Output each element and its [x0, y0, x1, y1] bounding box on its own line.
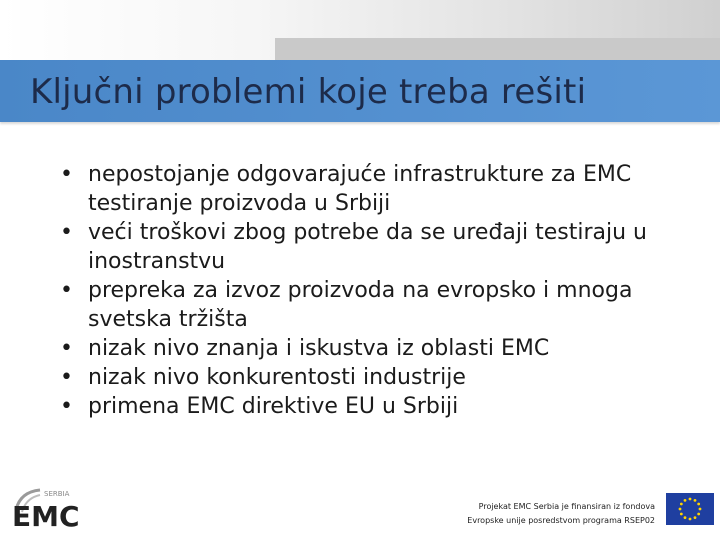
eu-star-icon — [699, 508, 702, 511]
bullet-icon: • — [60, 365, 73, 390]
funding-line-2: Evropske unije posredstvom programa RSEP02 — [467, 516, 655, 525]
logo-emc-text: EMC — [12, 500, 80, 532]
bullet-icon: • — [60, 220, 73, 245]
bullet-text: nizak nivo znanja i iskustva iz oblasti EMC — [88, 336, 550, 361]
eu-star-icon — [697, 503, 700, 506]
funding-line-1: Projekat EMC Serbia je finansiran iz fondova — [478, 502, 655, 511]
bullet-list — [60, 160, 660, 421]
emc-serbia-logo — [6, 484, 96, 532]
bullet-icon: • — [60, 162, 73, 187]
funding-note — [425, 500, 655, 528]
bullet-text: prepreka za izvoz proizvoda na evropsko i mnoga svetska tržišta — [88, 278, 633, 332]
bullet-item — [60, 276, 660, 334]
bullet-item — [60, 334, 660, 363]
bullet-text: nepostojanje odgovarajuće infrastrukture za EMC testiranje proizvoda u Srbiji — [88, 162, 632, 216]
bullet-text: primena EMC direktive EU u Srbiji — [88, 394, 459, 419]
bullet-icon: • — [60, 278, 73, 303]
bullet-icon: • — [60, 336, 73, 361]
eu-star-icon — [694, 499, 697, 502]
bullet-item — [60, 392, 660, 421]
eu-star-icon — [684, 516, 687, 519]
eu-star-icon — [697, 513, 700, 516]
eu-star-icon — [694, 516, 697, 519]
eu-star-icon — [680, 503, 683, 506]
eu-star-icon — [689, 518, 692, 521]
logo-serbia-text: SERBIA — [44, 490, 70, 498]
bullet-item — [60, 218, 660, 276]
slide-title: Ključni problemi koje treba rešiti — [30, 72, 587, 112]
bullet-text: veći troškovi zbog potrebe da se uređaji testiraju u inostranstvu — [88, 220, 647, 274]
eu-star-icon — [679, 508, 682, 511]
bullet-item — [60, 363, 660, 392]
eu-star-icon — [689, 498, 692, 501]
bullet-icon: • — [60, 394, 73, 419]
eu-star-icon — [684, 499, 687, 502]
header-gray-block — [275, 38, 720, 60]
eu-flag-icon — [666, 493, 714, 525]
eu-star-icon — [680, 513, 683, 516]
bullet-item — [60, 160, 660, 218]
bullet-text: nizak nivo konkurentosti industrije — [88, 365, 466, 390]
